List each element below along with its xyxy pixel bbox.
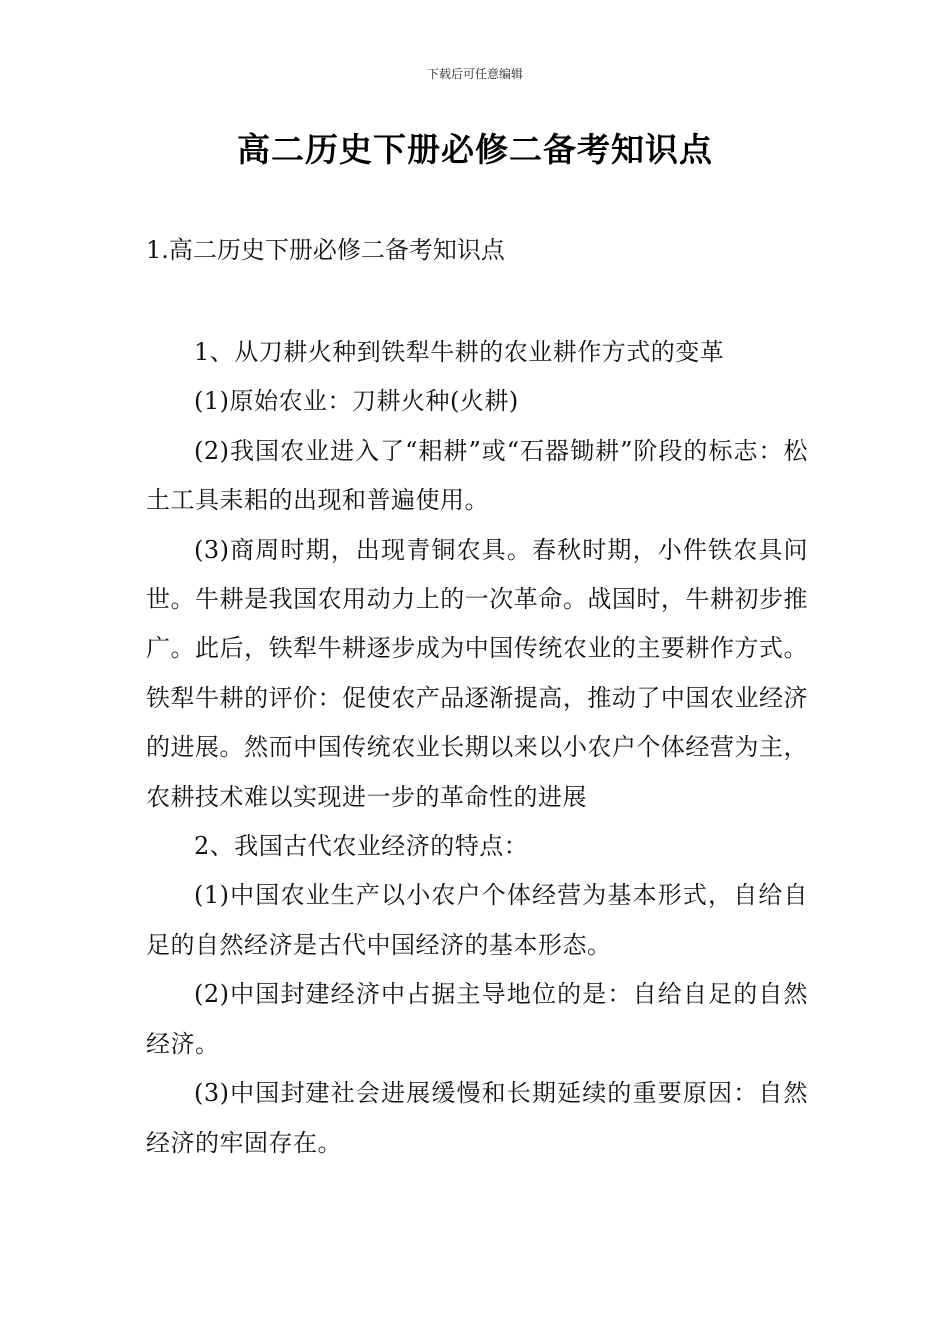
header-note: 下载后可任意编辑 xyxy=(426,67,523,81)
document-title: 高二历史下册必修二备考知识点 xyxy=(237,130,713,169)
paragraph-5: 2、我国古代农业经济的特点： xyxy=(194,832,529,861)
paragraph-2: (1)原始农业：刀耕火种(火耕) xyxy=(194,387,519,416)
section-heading: 1.高二历史下册必修二备考知识点 xyxy=(146,236,505,264)
paragraph-8: (3)中国封建社会进展缓慢和长期延续的重要原因：自然经济的牢固存在。 xyxy=(146,1079,808,1157)
paragraph-6: (1)中国农业生产以小农户个体经营为基本形式，自给自足的自然经济是古代中国经济的基本形态。 xyxy=(146,881,808,959)
paragraph-4: (3)商周时期，出现青铜农具。春秋时期，小件铁农具问世。牛耕是我国农用动力上的一次革命。战国时，牛耕初步推广。此后，铁犁牛耕逐步成为中国传统农业的主要耕作方式。铁犁牛耕的评价：促使农产品逐渐提高，推动了中国农业经济的进展。然而中国传统农业长期以来以小农户个体经营为主，农耕技术难以实现进一步的革命性的进展 xyxy=(146,535,808,811)
paragraph-3: (2)我国农业进入了“耜耕”或“石器锄耕”阶段的标志：松土工具耒耜的出现和普遍使用。 xyxy=(146,436,808,515)
paragraph-1: 1、从刀耕火种到铁犁牛耕的农业耕作方式的变革 xyxy=(194,338,725,366)
paragraph-7: (2)中国封建经济中占据主导地位的是：自给自足的自然经济。 xyxy=(146,980,808,1058)
document-body xyxy=(146,328,808,1168)
